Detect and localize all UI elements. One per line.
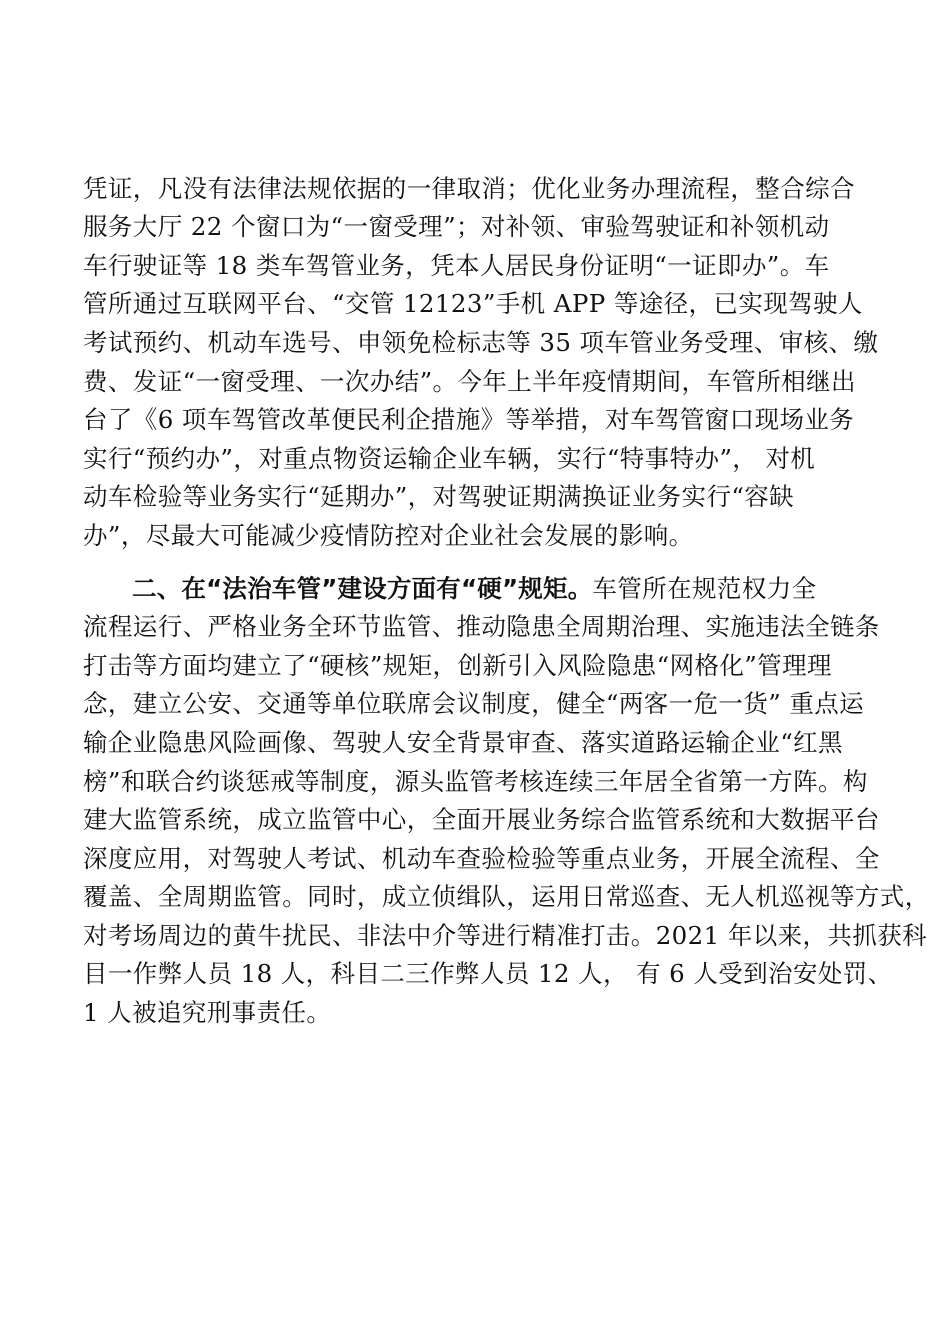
paragraph2-line: 目一作弊人员 18 人，科目二三作弊人员 12 人， 有 6 人受到治安处罚、	[83, 959, 893, 988]
paragraph2-line: 榜”和联合约谈惩戒等制度，源头监管考核连续三年居全省第一方阵。构	[83, 767, 868, 796]
paragraph2-line: 深度应用，对驾驶人考试、机动车查验检验等重点业务，开展全流程、全	[83, 844, 880, 873]
paragraph1-line: 办”，尽最大可能减少疫情防控对企业社会发展的影响。	[83, 521, 694, 550]
paragraph2-line: 建大监管系统，成立监管中心，全面开展业务综合监管系统和大数据平台	[83, 805, 880, 834]
paragraph2-line: 打击等方面均建立了“硬核”规矩，创新引入风险隐患“网格化”管理理	[83, 651, 832, 680]
paragraph2-first-line	[132, 575, 817, 603]
paragraph2-line: 流程运行、严格业务全环节监管、推动隐患全周期治理、实施违法全链条	[83, 612, 880, 641]
paragraph1-line: 服务大厅 22 个窗口为“一窗受理”；对补领、审验驾驶证和补领机动	[83, 212, 830, 241]
paragraph2-line: 对考场周边的黄牛扰民、非法中介等进行精准打击。2021 年以来，共抓获科	[83, 921, 928, 950]
paragraph1-line: 实行“预约办”，对重点物资运输企业车辆，实行“特事特办”， 对机	[83, 444, 816, 473]
paragraph1-line: 凭证，凡没有法律法规依据的一律取消；优化业务办理流程，整合综合	[83, 174, 855, 203]
paragraph1-line: 管所通过互联网平台、“交管 12123”手机 APP 等途径，已实现驾驶人	[83, 289, 863, 318]
section-heading: 二、在“法治车管”建设方面有“硬”规矩。	[132, 574, 593, 603]
paragraph2-line: 1 人被追究刑事责任。	[83, 998, 332, 1027]
paragraph2-line: 念，建立公安、交通等单位联席会议制度，健全“两客一危一货” 重点运	[83, 689, 865, 718]
paragraph2-line: 输企业隐患风险画像、驾驶人安全背景审查、落实道路运输企业“红黑	[83, 728, 843, 757]
paragraph1-line: 动车检验等业务实行“延期办”，对驾驶证期满换证业务实行“容缺	[83, 482, 795, 511]
paragraph1-line: 台了《6 项车驾管改革便民利企措施》等举措，对车驾管窗口现场业务	[83, 405, 855, 434]
paragraph2-line: 覆盖、全周期监管。同时，成立侦缉队，运用日常巡查、无人机巡视等方式，	[83, 882, 930, 911]
paragraph1-line: 费、发证“一窗受理、一次办结”。今年上半年疫情期间，车管所相继出	[83, 367, 856, 396]
paragraph2-first-line-rest: 车管所在规范权力全	[592, 574, 817, 603]
paragraph1-line: 车行驶证等 18 类车驾管业务，凭本人居民身份证明“一证即办”。车	[83, 251, 830, 280]
paragraph1-line: 考试预约、机动车选号、申领免检标志等 35 项车管业务受理、审核、缴	[83, 328, 879, 357]
